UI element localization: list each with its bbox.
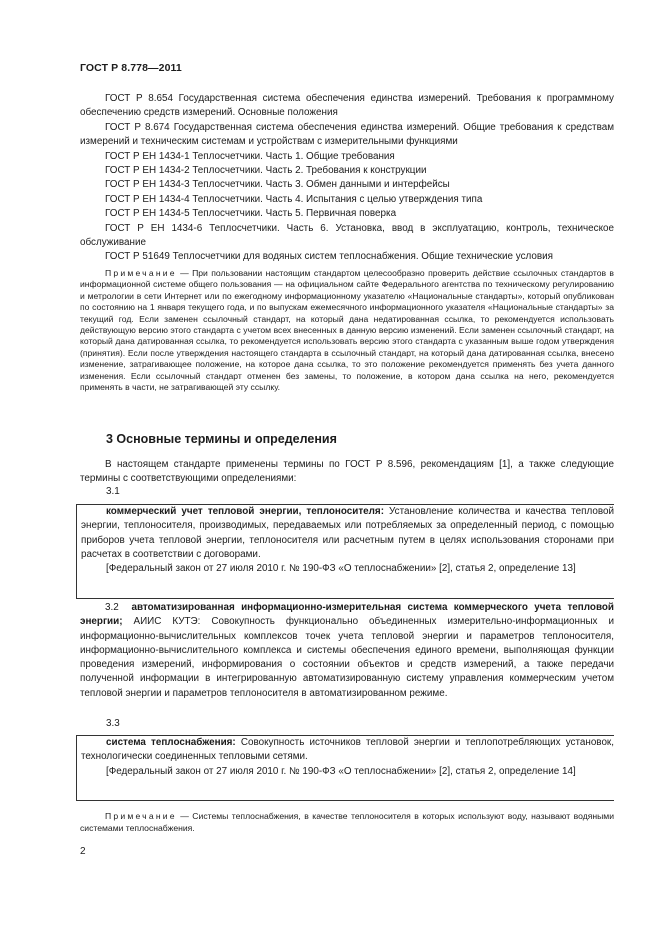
term-text: Совокупность источников тепловой энергии и теплопотребляющих установок, технологически соединенных тепловыми сетями. xyxy=(81,737,614,763)
term-box xyxy=(76,735,614,801)
note-label: Примечание xyxy=(105,811,177,821)
page-number: 2 xyxy=(80,846,86,857)
reference-item: ГОСТ Р ЕН 1434-3 Теплосчетчики. Часть 3. Обмен данными и интерфейсы xyxy=(105,179,450,191)
term-box xyxy=(76,504,614,599)
normative-references xyxy=(80,92,614,265)
section-heading: 3 Основные термины и определения xyxy=(106,432,337,446)
note-text: — Системы теплоснабжения, в качестве теплоносителя в которых используют воду, называют водяными системами теплоснабжения. xyxy=(80,811,614,833)
term-number: 3.2 xyxy=(105,602,119,613)
term-note xyxy=(80,811,614,834)
term-number: 3.3 xyxy=(106,718,120,729)
reference-item: ГОСТ Р ЕН 1434-2 Теплосчетчики. Часть 2. Требования к конструкции xyxy=(105,165,427,177)
term-source: [Федеральный закон от 27 июля 2010 г. № 190-ФЗ «О теплоснабжении» [2], статья 2, определение 14] xyxy=(106,765,576,777)
term-definition xyxy=(81,736,614,765)
term-definition xyxy=(81,505,614,562)
reference-item: ГОСТ Р ЕН 1434-5 Теплосчетчики. Часть 5. Первичная поверка xyxy=(105,208,397,220)
term-number: 3.1 xyxy=(106,486,120,497)
references-note xyxy=(80,268,614,393)
term-title: система теплоснабжения: xyxy=(106,737,236,748)
term-text: АИИС КУТЭ: Совокупность функционально объединенных измерительно-информационных и информационно-вычислительных комплексов точек учета тепловой энергии и параметров теплоносителя, информационно-вычислительного комплекса и системы обеспечения единого времени, выполняющая функции проведения измерений, информирования о состоянии объектов и средств измерений, а также передачи полученной информации в интегрированную автоматизированную систему управления коммерческим учетом тепловой энергии и параметров теплоносителя в автоматизированном режиме. xyxy=(80,616,614,699)
term-title: автоматизированная информационно-измерительная система коммерческого учета тепловой энергии; xyxy=(80,602,614,628)
note-label: Примечание xyxy=(105,268,177,278)
term-title: коммерческий учет тепловой энергии, теплоносителя: xyxy=(106,506,384,517)
reference-item: ГОСТ Р 51649 Теплосчетчики для водяных систем теплоснабжения. Общие технические условия xyxy=(105,251,553,263)
reference-item: ГОСТ Р ЕН 1434-1 Теплосчетчики. Часть 1. Общие требования xyxy=(105,150,395,162)
note-text: — При пользовании настоящим стандартом целесообразно проверить действие ссылочных стандартов в информационной системе общего пользования — на официальном сайте Федерального агентства по техническому регулированию и метрологии в сети Интернет или по ежегодному информационному указателю «Национальные стандарты», который опубликован по состоянию на 1 января текущего года, и по выпускам ежемесячного информационного указателя «Национальные стандарты» за текущий год. Если заменен ссылочный стандарт, на который дана недатированная ссылка, то рекомендуется использовать действующую версию этого стандарта с учетом всех внесенных в данную версию изменений. Если заменен ссылочный стандарт, на который дана датированная ссылка, то рекомендуется использовать версию этого стандарта с указанным выше годом утверждения (принятия). Если после утверждения настоящего стандарта в ссылочный стандарт, на который дана датированная ссылка, внесено изменение, затрагивающее положение, на которое дана ссылка, то это положение рекомендуется применять без учета данного изменения. Если ссылочный стандарт отменен без замены, то положение, в котором дана ссылка на него, рекомендуется применять в части, не затрагивающей эту ссылку. xyxy=(80,268,614,393)
section-intro: В настоящем стандарте применены термины по ГОСТ Р 8.596, рекомендациям [1], а также следующие термины с соответствующими определениями: xyxy=(80,459,614,484)
document-header: ГОСТ Р 8.778—2011 xyxy=(80,62,182,74)
reference-item: ГОСТ Р ЕН 1434-4 Теплосчетчики. Часть 4. Испытания с целью утверждения типа xyxy=(105,193,483,205)
term-definition xyxy=(80,601,614,701)
term-text: Установление количества и качества тепловой энергии, теплоносителя, производимых, передаваемых или потребляемых за определенный период, с помощью приборов учета тепловой энергии, теплоносителя или расчетным путем в целях использования сторонами при расчетах в соответствии с договорами. xyxy=(81,506,614,560)
reference-item: ГОСТ Р 8.674 Государственная система обеспечения единства измерений. Общие требования к средствам измерений и техническим системам и устройствам с измерительными функциями xyxy=(80,121,614,148)
reference-item: ГОСТ Р ЕН 1434-6 Теплосчетчики. Часть 6. Установка, ввод в эксплуатацию, контроль, техническое обслуживание xyxy=(80,222,614,249)
reference-item: ГОСТ Р 8.654 Государственная система обеспечения единства измерений. Требования к программному обеспечению средств измерений. Основные положения xyxy=(80,93,614,119)
term-source: [Федеральный закон от 27 июля 2010 г. № 190-ФЗ «О теплоснабжении» [2], статья 2, определение 13] xyxy=(106,563,576,575)
